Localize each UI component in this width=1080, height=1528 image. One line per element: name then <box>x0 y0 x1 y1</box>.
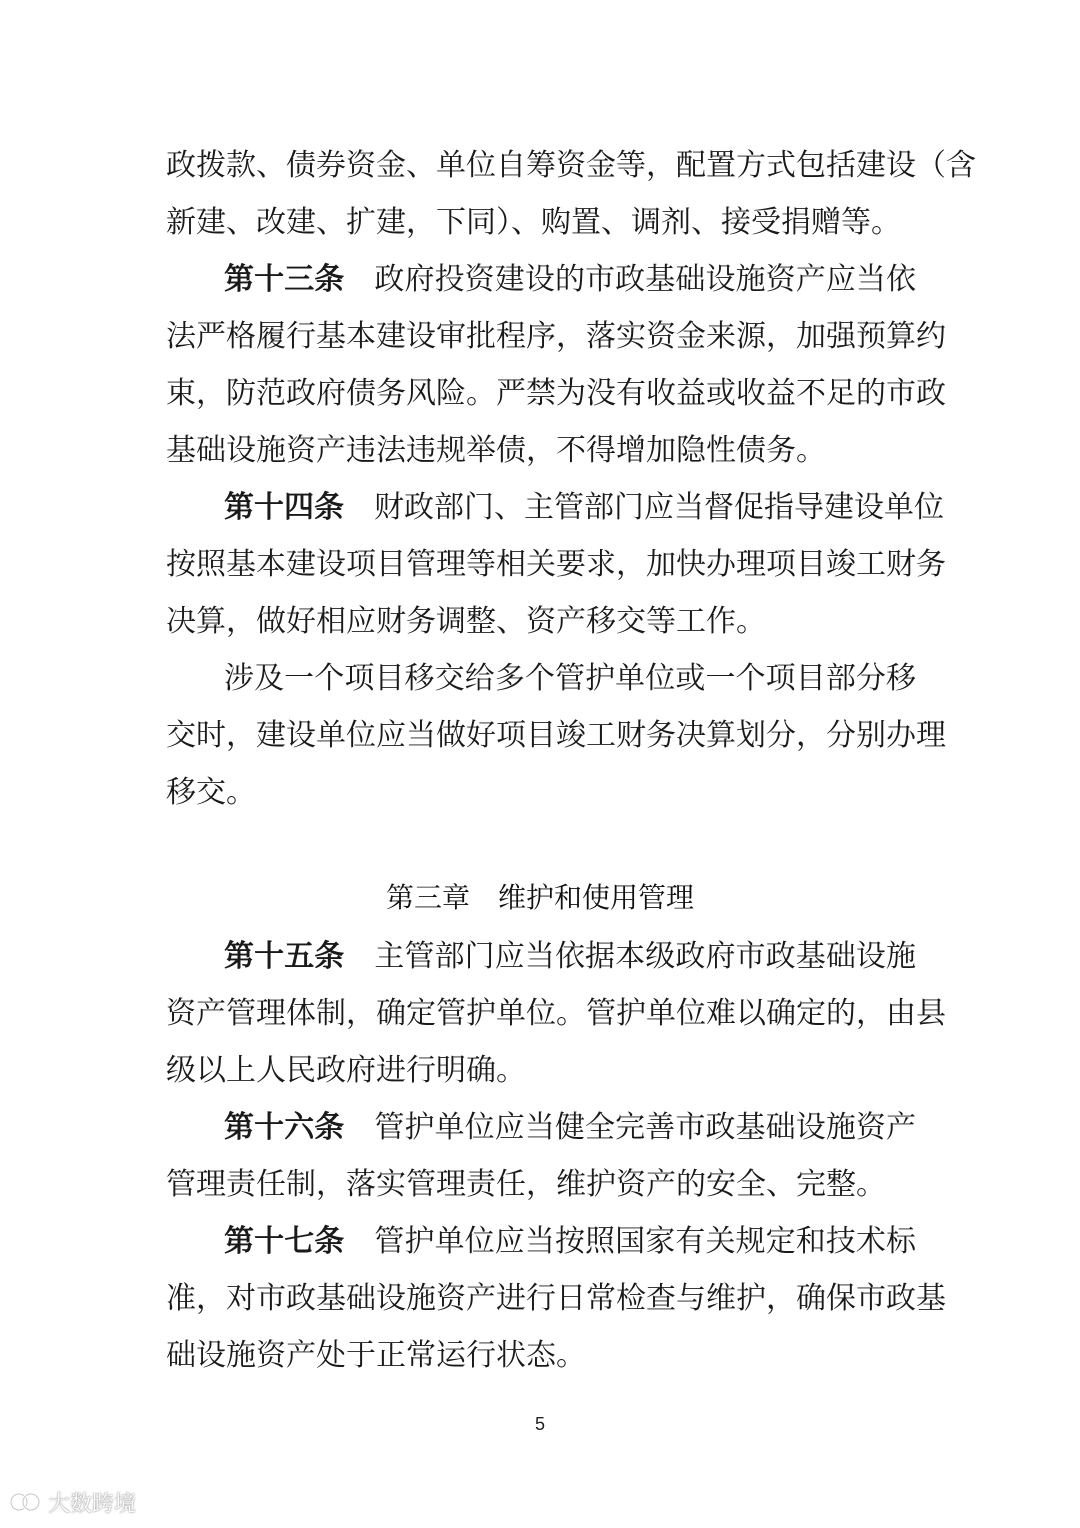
text-line: 基础设施资产违法违规举债，不得增加隐性债务。 <box>166 433 826 468</box>
article-17-line <box>224 1222 916 1262</box>
text-line: 资产管理体制，确定管护单位。管护单位难以确定的，由县 <box>166 996 946 1031</box>
text-line: 础设施资产处于正常运行状态。 <box>166 1338 586 1373</box>
article-15-heading: 第十五条 <box>224 939 345 974</box>
text-line: 束，防范政府债务风险。严禁为没有收益或收益不足的市政 <box>166 376 946 411</box>
text-line: 准，对市政基础设施资产进行日常检查与维护，确保市政基 <box>166 1281 946 1316</box>
article-13-heading: 第十三条 <box>224 262 345 297</box>
article-13-line <box>224 260 916 300</box>
article-16-text: 管护单位应当健全完善市政基础设施资产 <box>374 1110 917 1145</box>
article-16-line <box>224 1108 916 1148</box>
text-line: 涉及一个项目移交给多个管护单位或一个项目部分移 <box>224 661 916 696</box>
article-14-text: 财政部门、主管部门应当督促指导建设单位 <box>374 490 944 525</box>
article-15-text: 主管部门应当依据本级政府市政基础设施 <box>374 939 917 974</box>
text-line: 管理责任制，落实管理责任，维护资产的安全、完整。 <box>166 1167 886 1202</box>
text-line: 交时，建设单位应当做好项目竣工财务决算划分，分别办理 <box>166 718 946 753</box>
page-number: 5 <box>534 1414 545 1434</box>
text-line: 移交。 <box>166 775 256 810</box>
watermark-logo-icon <box>8 1487 42 1517</box>
watermark <box>8 1484 136 1520</box>
article-14-line <box>224 488 944 528</box>
article-14-heading: 第十四条 <box>224 490 344 525</box>
text-line: 按照基本建设项目管理等相关要求，加快办理项目竣工财务 <box>166 547 946 582</box>
article-15-line <box>224 937 916 977</box>
chapter-title: 第三章 维护和使用管理 <box>385 881 694 914</box>
watermark-text: 大数跨境 <box>48 1491 137 1517</box>
article-17-heading: 第十七条 <box>224 1224 345 1259</box>
text-line: 决算，做好相应财务调整、资产移交等工作。 <box>166 604 766 639</box>
article-17-text: 管护单位应当按照国家有关规定和技术标 <box>374 1224 917 1259</box>
article-16-heading: 第十六条 <box>224 1110 345 1145</box>
text-line: 法严格履行基本建设审批程序，落实资金来源，加强预算约 <box>166 319 946 354</box>
text-line: 新建、改建、扩建，下同）、购置、调剂、接受捐赠等。 <box>166 205 901 240</box>
text-line: 政拨款、债券资金、单位自筹资金等，配置方式包括建设（含 <box>166 148 976 183</box>
text-line: 级以上人民政府进行明确。 <box>166 1053 526 1088</box>
article-13-text: 政府投资建设的市政基础设施资产应当依 <box>374 262 917 297</box>
